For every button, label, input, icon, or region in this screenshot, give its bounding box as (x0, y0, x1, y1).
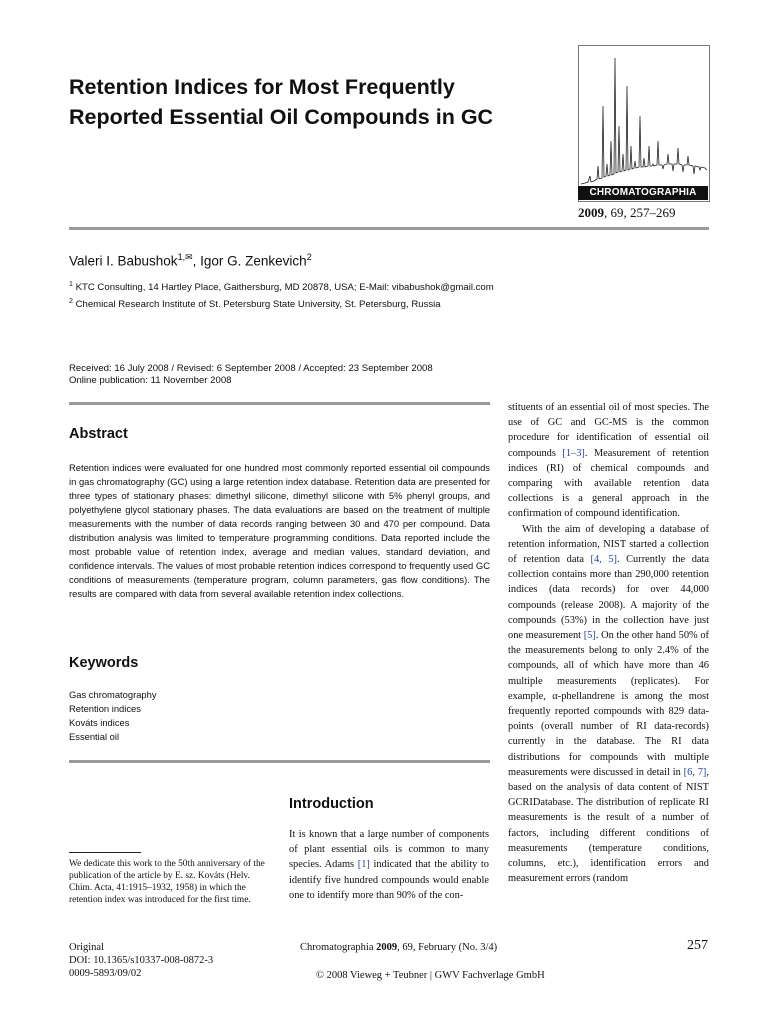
author-1: Valeri I. Babushok (69, 253, 178, 269)
intro-text-run: . On the other hand 50% of the measurements belong to only 2.4% of the compounds, all of which have more than 46 multiple measurements (replicates). For example, α-phellandrene is among the most frequently reported compounds with 829 data-points (overall number of RI data-records) currently in the database. The RI data distributions for compounds with multiple measurements were discussed in detail in (508, 630, 710, 778)
intro-text-run: . Currently the data collection contains more than 290,000 retention indices (data records) for over 44,000 compounds (release 2008). A majority of the compounds (53%) in the collection have just one measurement (508, 554, 710, 642)
footnote-rule (69, 852, 141, 853)
affiliation-text: Chemical Research Institute of St. Petersburg State University, St. Petersburg, Russia (72, 299, 441, 311)
footer-journal-name: Chromatographia (300, 942, 377, 953)
issn: 0009-5893/09/02 (69, 968, 142, 979)
journal-citation (578, 205, 676, 221)
right-column-text (508, 400, 709, 887)
received-dates: Received: 16 July 2008 / Revised: 6 September 2008 / Accepted: 23 September 2008 (69, 363, 433, 374)
reference-link[interactable]: [1] (357, 859, 370, 871)
keyword-item: Retention indices (69, 703, 141, 714)
footer-journal-issue: , 69, February (No. 3/4) (397, 942, 498, 953)
copyright: © 2008 Vieweg + Teubner | GWV Fachverlage GmbH (316, 970, 545, 981)
author-2: Igor G. Zenkevich (200, 253, 307, 269)
publication-dates (69, 363, 433, 387)
mail-icon: ✉ (185, 252, 193, 262)
online-publication-date: Online publication: 11 November 2008 (69, 375, 232, 386)
keywords-divider (69, 760, 490, 763)
affiliation-text: KTC Consulting, 14 Hartley Place, Gaithersburg, MD 20878, USA; E-Mail: vibabushok@gmail.com (72, 282, 494, 294)
intro-text-run: . Measurement of retention indices (RI) of chemical compounds and comparing with available retention data collections is a general approach in the confirmation of compound identification. (508, 447, 709, 520)
doi: DOI: 10.1365/s10337-008-0872-3 (69, 955, 214, 966)
dedication-footnote: We dedicate this work to the 50th anniversary of the publication of the article by E. sz. Kováts (Helv. Chim. Acta, 41:1915–1932, 1958) in which the retention index was introduced for the first time. (69, 859, 265, 905)
keywords-list (69, 688, 157, 744)
intro-paragraph-1-cont (508, 400, 709, 522)
intro-paragraph-2 (508, 522, 709, 887)
chromatogram-peaks-icon (579, 46, 709, 188)
abstract-heading: Abstract (69, 426, 128, 442)
affiliation-1 (69, 278, 494, 295)
author-1-affil: 1, (177, 252, 186, 262)
author-line (69, 252, 312, 269)
keyword-item: Essential oil (69, 731, 120, 742)
reference-link[interactable]: [1–3] (562, 447, 585, 459)
affiliation-number: 2 (69, 298, 73, 306)
affiliation-number: 1 (69, 281, 73, 288)
article-title: Retention Indices for Most Frequently Reported Essential Oil Compounds in GC (69, 75, 494, 129)
footer-article-info (69, 941, 213, 980)
article-type: Original (69, 942, 104, 953)
journal-logo (578, 45, 710, 202)
footer-journal-year: 2009 (376, 942, 398, 953)
introduction-paragraph-start (289, 827, 489, 903)
page-number: 257 (687, 938, 708, 953)
reference-link[interactable]: [5] (583, 630, 596, 642)
citation-volume-pages: , 69, 257–269 (604, 205, 676, 220)
introduction-heading: Introduction (289, 796, 374, 812)
journal-logo-banner: CHROMATOGRAPHIA (578, 186, 708, 200)
reference-link[interactable]: [6, 7] (683, 766, 707, 778)
intro-text-run: With the aim of developing a database of retention information, NIST started a collection of retention data (508, 523, 709, 566)
intro-text-run: , based on the analysis of data content of NIST GCRIDatabase. The distribution of replicate RI measurements is the result of a number of factors, including different conditions of measurements (temperature conditions, columns, etc.), identification errors and measurement errors (random (508, 766, 709, 885)
header-divider (69, 227, 709, 230)
reference-link[interactable]: [4, 5] (590, 554, 617, 566)
intro-text-run: stituents of an essential oil of most species. The use of GC and GC-MS is the common procedure for identification of essential oil compounds (508, 402, 709, 459)
affiliation-2 (69, 295, 494, 312)
footer-journal (300, 942, 497, 953)
keyword-item: Kováts indices (69, 717, 130, 728)
intro-text-run: indicated that the ability to identify five hundred compounds would enable one to identify more than 90% of the con- (289, 859, 489, 901)
abstract-text: Retention indices were evaluated for one hundred most commonly reported essential oil compounds in gas chromatography (GC) using a large retention index database. Retention data are presented for three types of stationary phases: dimethyl silicone, dimethyl silicone with 5% phenyl groups, and polyethylene glycol stationary phases. The data evaluations are based on the treatment of multiple measurements with the number of data records ranging between 30 and 470 per compound. Data distribution analysis was limited to temperature programming conditions. Data reported include the most probable value of retention index, average and median values, standard deviation, and confidence intervals. The values of most probable retention indices correspond to frequently used GC conditions of measurements (temperature program, column parameters, gas flow conditions). The results are compared with data from several available retention index collections. (69, 462, 490, 599)
abstract-divider (69, 402, 490, 405)
author-2-affil: 2 (306, 252, 312, 262)
keyword-item: Gas chromatography (69, 689, 157, 700)
citation-year: 2009 (578, 205, 604, 220)
affiliations (69, 278, 494, 312)
author-separator: , (192, 253, 201, 269)
keywords-heading: Keywords (69, 655, 139, 671)
intro-text-run: It is known that a large number of components of plant essential oils is common to many species. Adams (289, 829, 489, 871)
